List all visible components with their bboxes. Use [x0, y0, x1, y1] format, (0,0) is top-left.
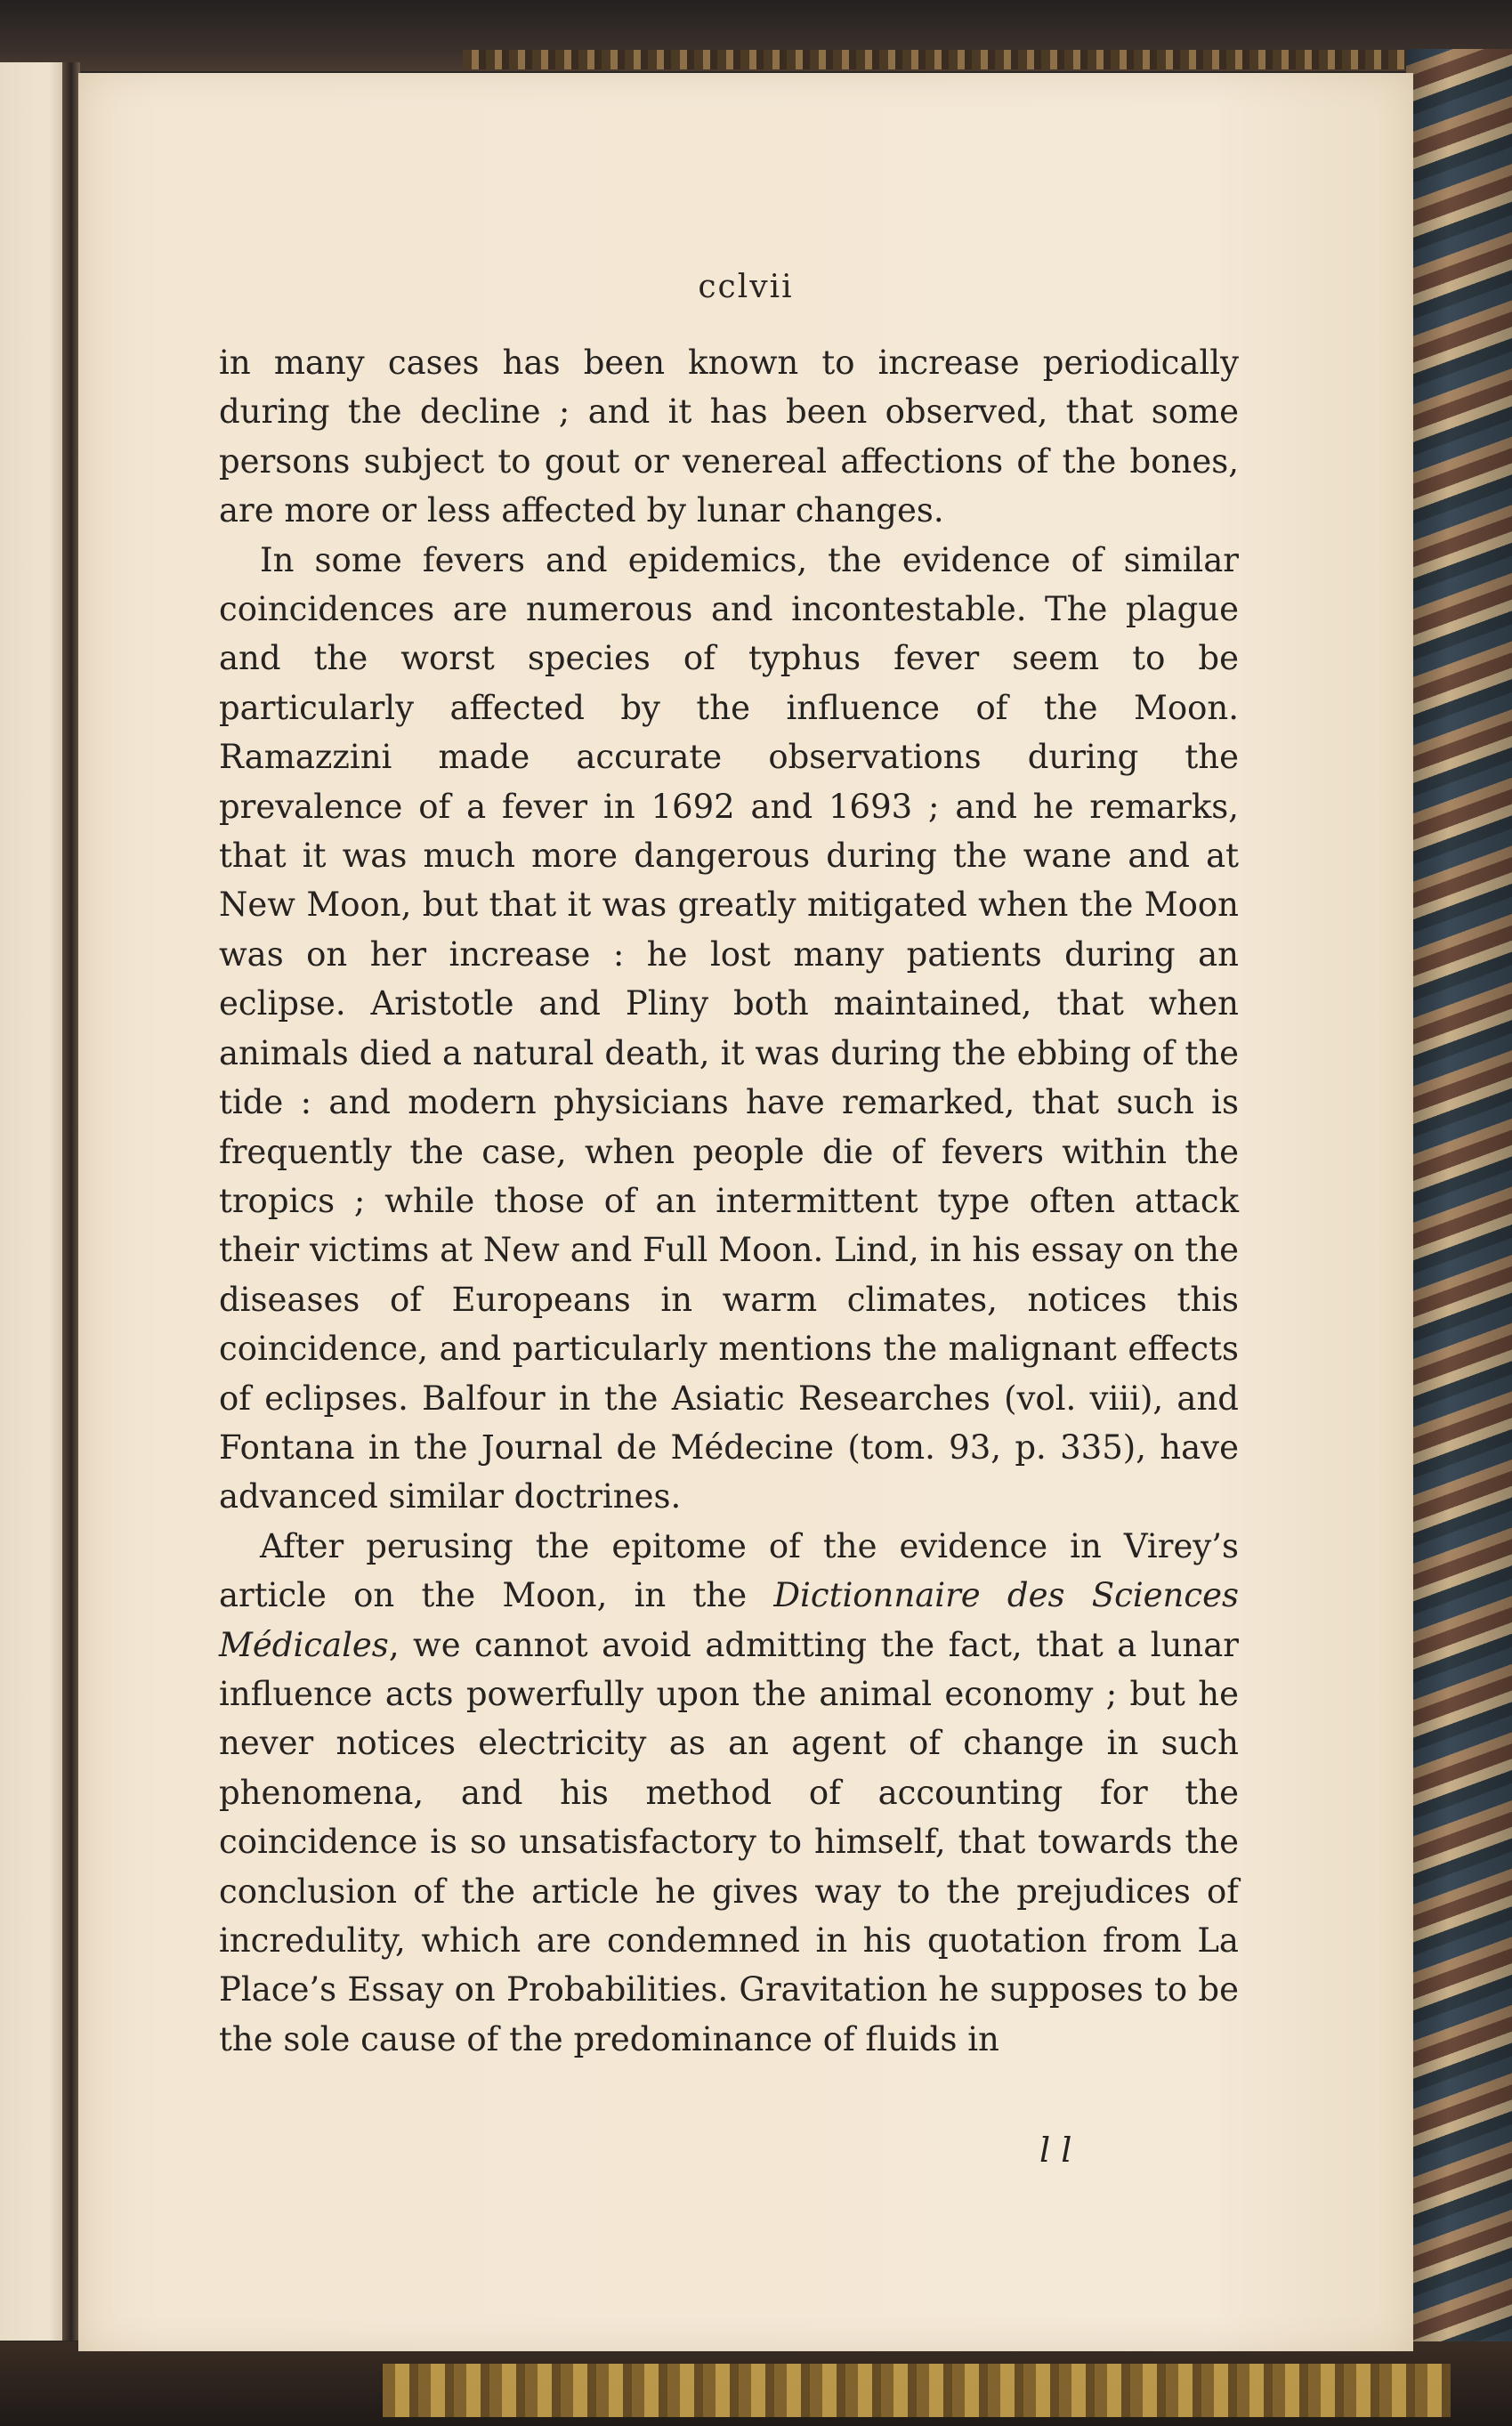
- italic-title: Dictionnaire des Sciences Médicales: [219, 1576, 1239, 1664]
- paragraph-2: [219, 536, 1239, 1522]
- paragraph-text: In some fevers and epidemics, the evidence of similar coincidences are numerous and incontestable. The plague and the worst species of typhus fever seem to be particularly affected by the influence of the Moon. Ramazzini made accurate observations during the prevalence of a fever in 1692 and 1693 ; and he remarks, that it was much more dangerous during the wane and at New Moon, but that it was greatly mitigated when the Moon was on her increase : he lost many patients during an eclipse. Aristotle and Pliny both maintained, that when animals died a natural death, it was during the ebbing of the tide : and modern physicians have remarked, that such is frequently the case, when people die of fevers within the tropics ; while those of an intermittent type often attack their victims at New and Full Moon. Lind, in his essay on the diseases of Europeans in warm climates, notices this coincidence, and particularly mentions the malignant effects of eclipses. Balfour in the Asiatic Researches (vol. viii), and Fontana in the Journal de Médecine (tom. 93, p. 335), have advanced similar doctrines.: [219, 540, 1239, 1516]
- paragraph-text: in many cases has been known to increase periodically during the decline ; and it has been observed, that some persons subject to gout or venereal affections of the bones, are more or less affected by lunar changes.: [219, 344, 1239, 530]
- book-page: [78, 73, 1413, 2351]
- book-gutter: [62, 62, 80, 2341]
- paragraph-1: [219, 338, 1239, 536]
- paragraph-3: [219, 1522, 1239, 2064]
- fore-edge-shadow: [1406, 49, 1512, 2363]
- paragraph-text: After perusing the epitome of the evidence in Virey’s article on the Moon, in the: [219, 1526, 1239, 1615]
- page-number: cclvii: [698, 269, 794, 305]
- paragraph-text: , we cannot avoid admitting the fact, that a lunar influence acts powerfully upon the animal economy ; but he never notices electricity as an agent of change in such phenomena, and his method of accounting for the coincidence is so unsatisfactory to himself, that towards the conclusion of the article he gives way to the prejudices of incredulity, which are condemned in his quotation from La Place’s Essay on Probabilities. Gravitation he supposes to be the sole cause of the predominance of fluids in: [219, 1625, 1239, 2058]
- body-text: [219, 338, 1239, 2064]
- facing-page-edge: [0, 62, 69, 2341]
- gilt-bottom-edge: [383, 2364, 1451, 2417]
- catchword: l l: [1039, 2131, 1072, 2170]
- top-edge: [463, 50, 1442, 69]
